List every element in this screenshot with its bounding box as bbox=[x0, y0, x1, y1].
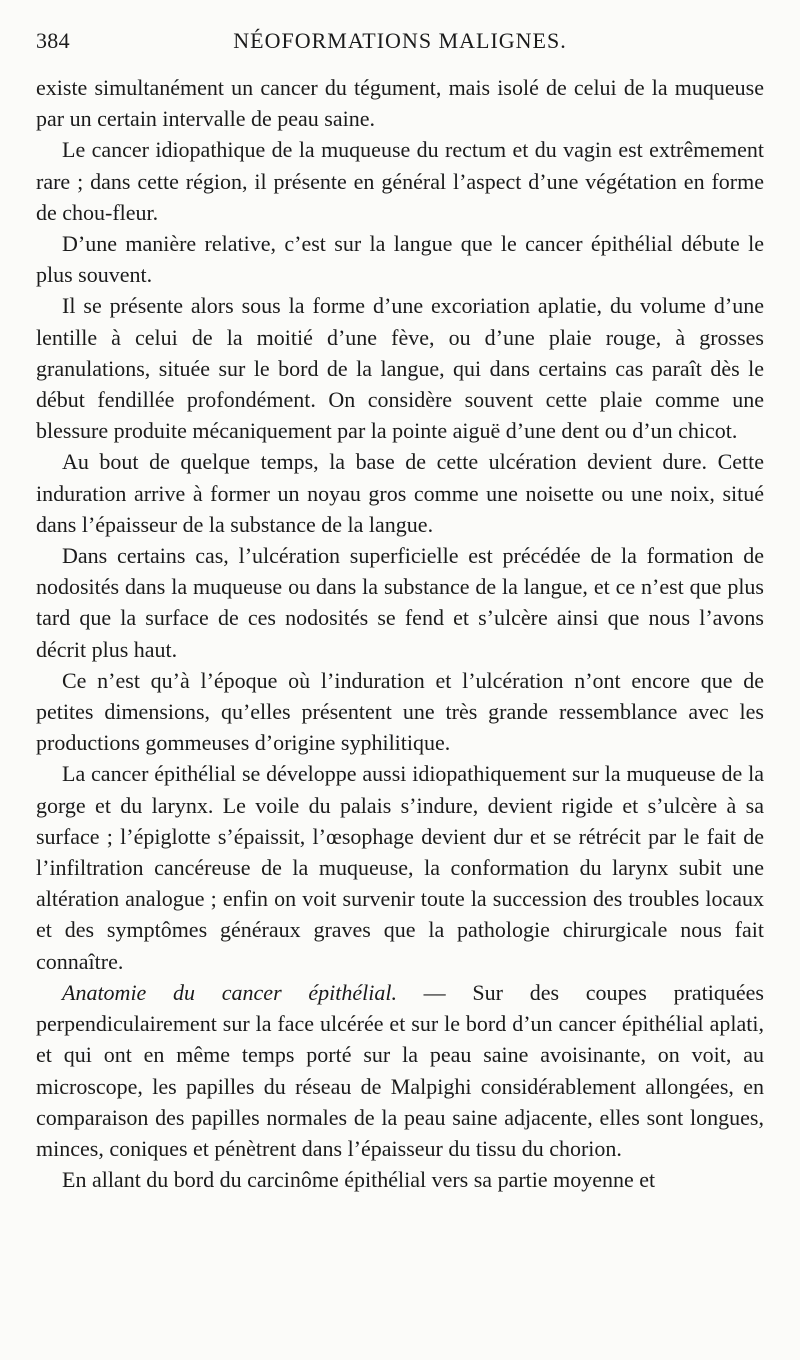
paragraph-excoriation: Il se présente alors sous la forme d’une excoriation aplatie, du volume d’une lentille à celui de la moitié d’une fève, ou d’une plaie rouge, à grosses granulations, située sur le bord de la langue, qui dans certains cas paraît dès le début fendillée profondément. On considère souvent cette plaie comme une blessure produite mécaniquement par la pointe aiguë d’une dent ou d’un chicot. bbox=[36, 293, 764, 444]
section-text: — Sur des coupes pratiquées perpendiculairement sur la face ulcérée et sur le bord d’un cancer épithélial aplati, et qui ont en même temps porté sur la peau saine avoisinante, on voit, au microscope, les papilles du réseau de Malpighi considérablement allongées, en comparaison des papilles normales de la peau saine adjacente, elles sont longues, minces, coniques et pénètrent dans l’épaisseur du tissu du chorion. bbox=[36, 979, 764, 1161]
paragraph-nodosites: Dans certains cas, l’ulcération superficielle est précédée de la formation de nodosités dans la muqueuse ou dans la substance de la langue, et ce n’est que plus tard que la surface de ces nodosités se fend et s’ulcère ainsi que nous l’avons décrit plus haut. bbox=[36, 543, 764, 662]
paragraph-ressemblance: Ce n’est qu’à l’époque où l’induration et l’ulcération n’ont encore que de petites dimensions, qu’elles présentent une très grande ressemblance avec les productions gommeuses d’origine syphilitique. bbox=[36, 667, 764, 756]
paragraph-anatomie bbox=[36, 977, 764, 1164]
paragraph-continuation: existe simultanément un cancer du tégument, mais isolé de celui de la muqueuse par un certain intervalle de peau saine. bbox=[36, 75, 764, 132]
section-heading: Anatomie du cancer épithélial. bbox=[62, 979, 397, 1005]
page-header bbox=[36, 28, 764, 68]
running-title: NÉOFORMATIONS MALIGNES. bbox=[233, 28, 567, 53]
paragraph-rectum-vagin: Le cancer idiopathique de la muqueuse du rectum et du vagin est extrêmement rare ; dans cette région, il présente en général l’aspect d’une végétation en forme de chou-fleur. bbox=[36, 137, 764, 225]
paragraph-induration: Au bout de quelque temps, la base de cette ulcération devient dure. Cette induration arrive à former un noyau gros comme une noisette ou une noix, situé dans l’épaisseur de la substance de la langue. bbox=[36, 449, 764, 537]
paragraph-gorge-larynx: La cancer épithélial se développe aussi idiopathiquement sur la muqueuse de la gorge et du larynx. Le voile du palais s’indure, devient rigide et s’ulcère à sa surface ; l’épiglotte s’épaissit, l’œsophage devient dur et se rétrécit par le fait de l’infiltration cancéreuse de la muqueuse, la conformation du larynx subit une altération analogue ; enfin on voit survenir toute la succession des troubles locaux et des symptômes généraux graves que la pathologie chirurgicale nous fait connaître. bbox=[36, 761, 764, 974]
page-number: 384 bbox=[36, 28, 70, 53]
paragraph-langue: D’une manière relative, c’est sur la langue que le cancer épithélial débute le plus souvent. bbox=[36, 231, 764, 288]
paragraph-last-line: En allant du bord du carcinôme épithélial vers sa partie moyenne et bbox=[62, 1167, 656, 1193]
body-text bbox=[36, 72, 764, 1195]
